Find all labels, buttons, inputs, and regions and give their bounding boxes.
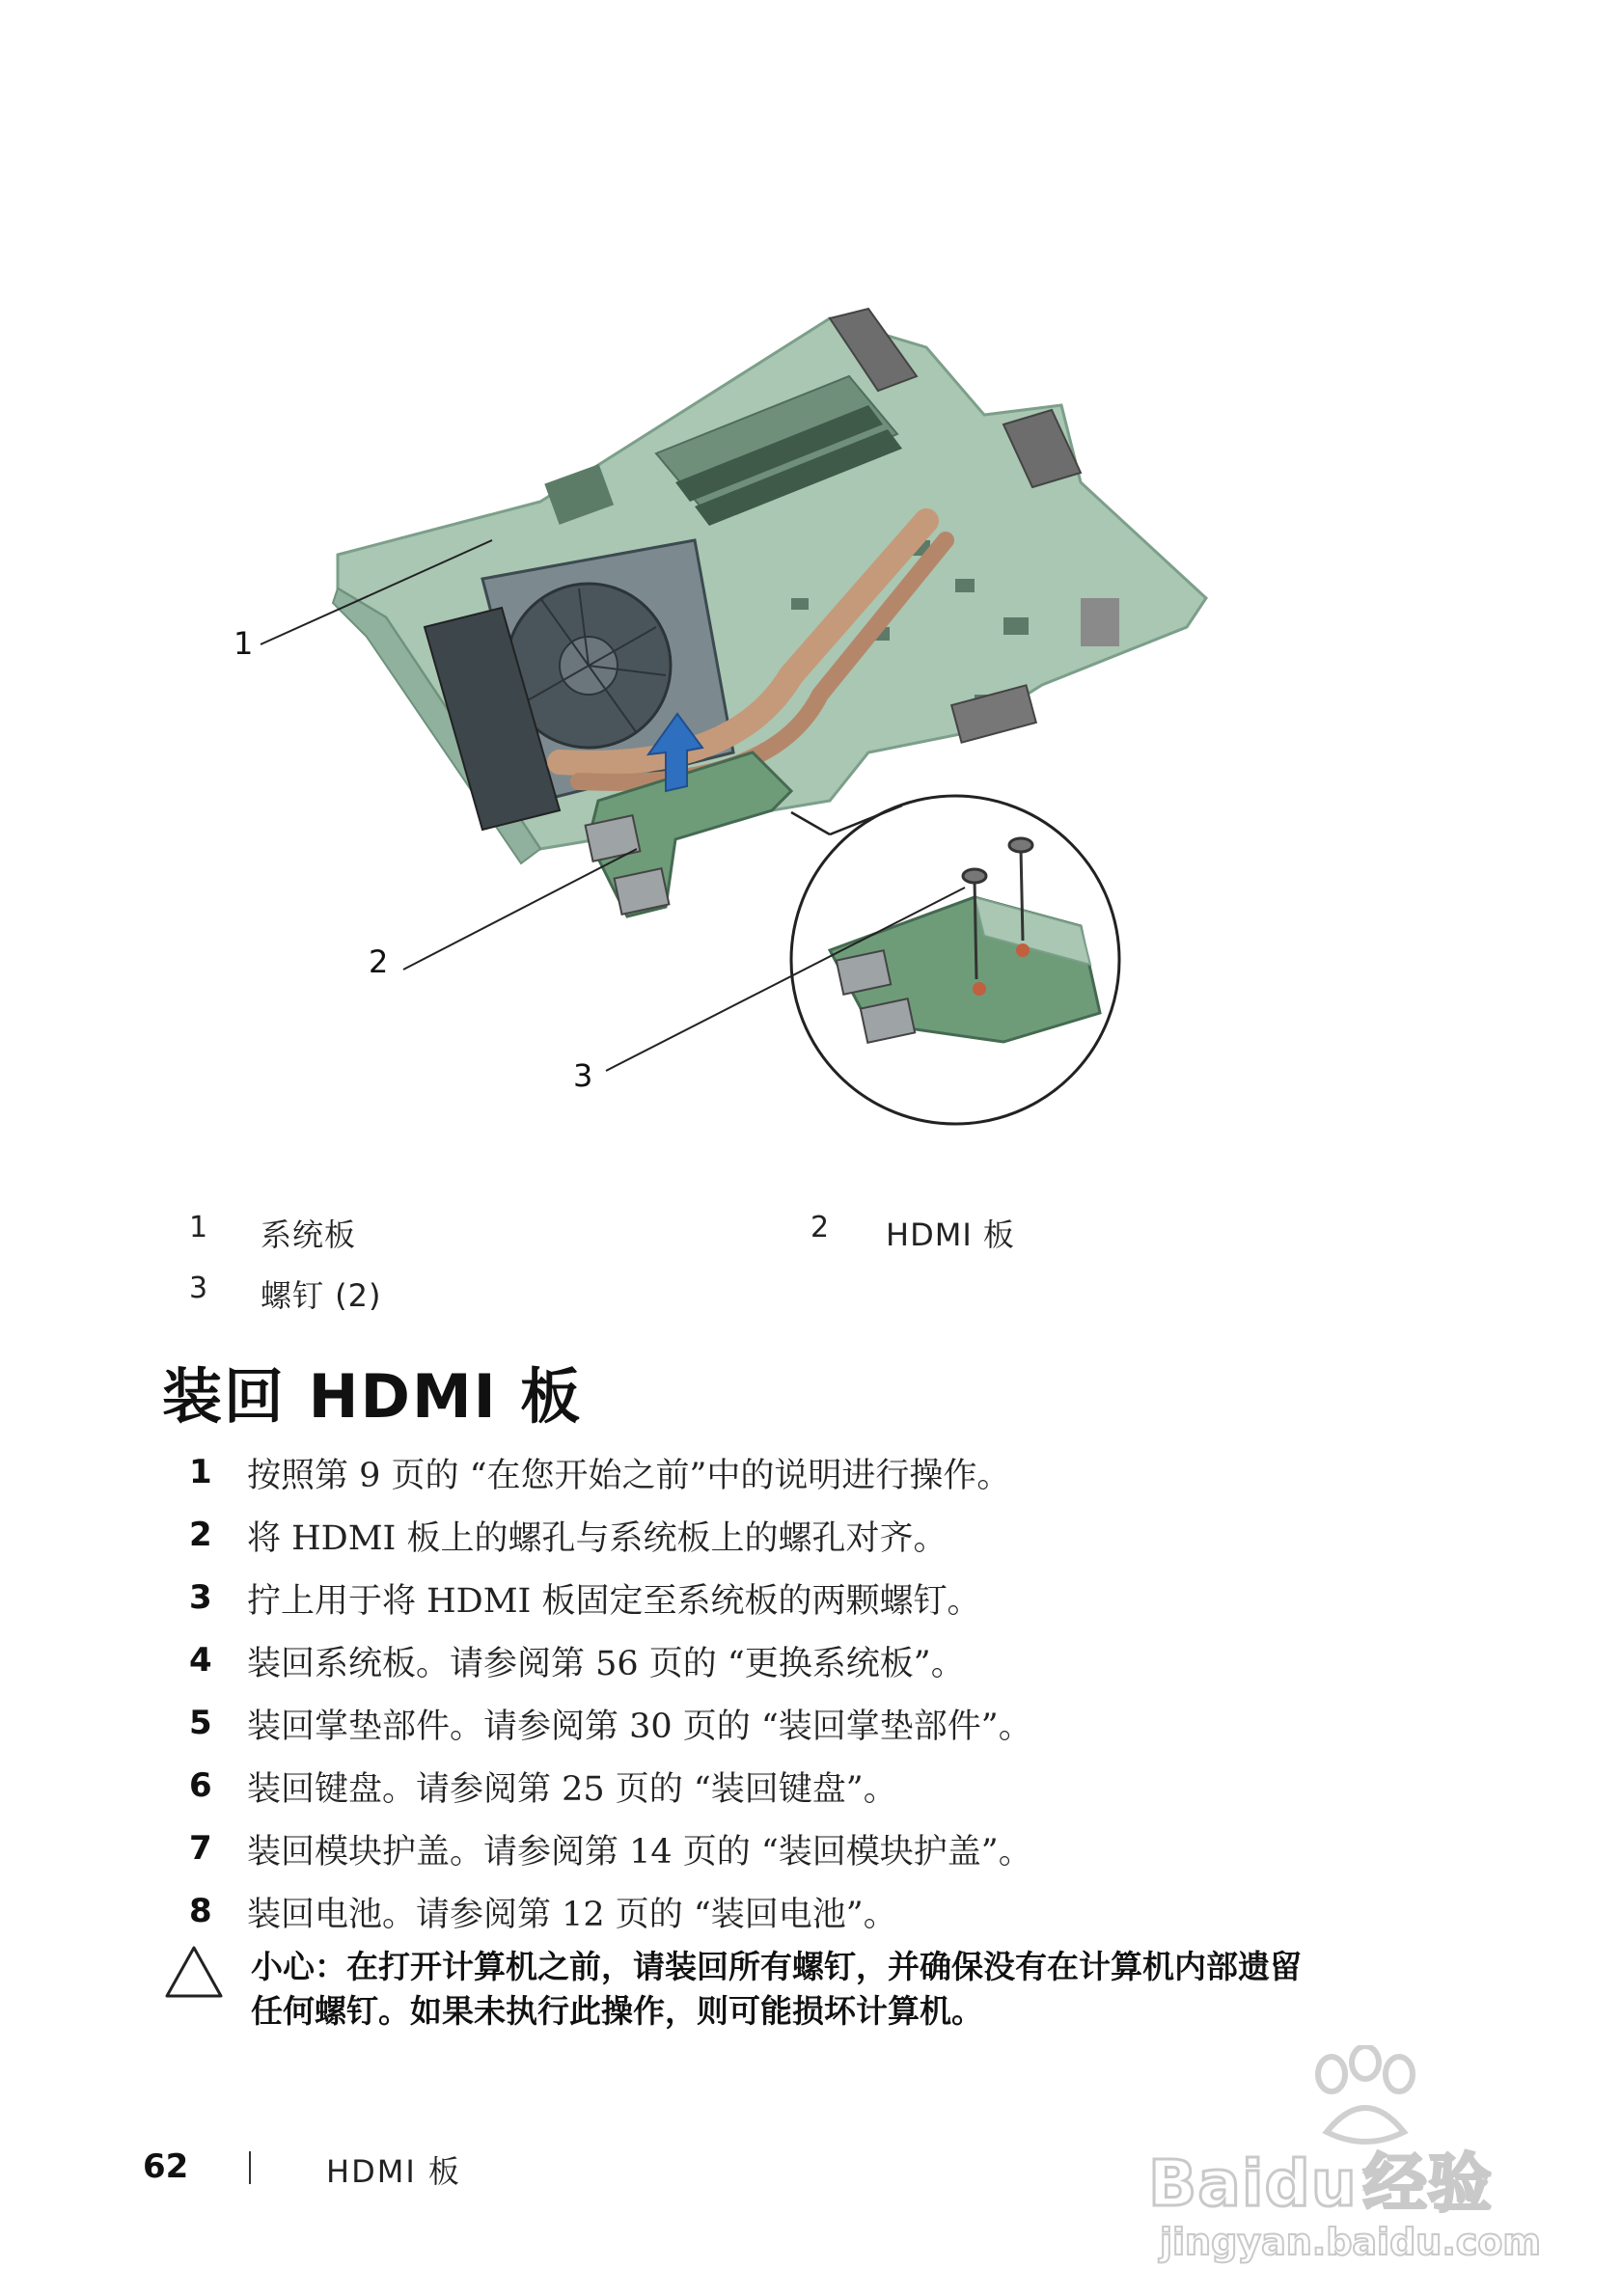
page-number: 62: [143, 2147, 189, 2186]
caution-note: [162, 1943, 1416, 2059]
watermark-brand-du: du: [1264, 2146, 1358, 2221]
watermark-brand: Bai: [1148, 2146, 1265, 2221]
legend-num-2: 2: [810, 1211, 830, 1244]
step-text: 装回电池。请参阅第 12 页的 “装回电池”。: [247, 1896, 897, 1934]
step-text: 装回掌垫部件。请参阅第 30 页的 “装回掌垫部件”。: [247, 1708, 1032, 1746]
legend-label-2: HDMI 板: [886, 1216, 1015, 1253]
step-number: 4: [189, 1641, 212, 1680]
legend-num-1: 1: [189, 1211, 208, 1244]
motherboard-illustration: [0, 0, 1621, 1138]
step-number: 1: [189, 1453, 212, 1491]
footer-title: HDMI 板: [326, 2153, 461, 2190]
baidu-jingyan-watermark: [1148, 2045, 1573, 2277]
section-title: 装回 HDMI 板: [162, 1361, 583, 1432]
step-number: 8: [189, 1892, 212, 1930]
caution-triangle-icon: [164, 1945, 224, 1999]
step-text: 装回键盘。请参阅第 25 页的 “装回键盘”。: [247, 1770, 897, 1809]
callout-3: 3: [573, 1057, 593, 1094]
footer-separator: [249, 2151, 251, 2184]
step-text: 装回模块护盖。请参阅第 14 页的 “装回模块护盖”。: [247, 1833, 1032, 1872]
illustration-figure: [0, 0, 1621, 1138]
step-number: 5: [189, 1704, 212, 1742]
caution-line-1: 小心：在打开计算机之前，请装回所有螺钉，并确保没有在计算机内部遗留: [251, 1948, 1302, 1985]
step-number: 6: [189, 1766, 212, 1805]
step-number: 7: [189, 1829, 212, 1868]
watermark-url: jingyan.baidu.com: [1160, 2221, 1541, 2263]
step-text: 拧上用于将 HDMI 板固定至系统板的两颗螺钉。: [247, 1582, 981, 1621]
callout-1: 1: [234, 625, 254, 662]
step-text: 装回系统板。请参阅第 56 页的 “更换系统板”。: [247, 1645, 965, 1683]
watermark-service: 经验: [1362, 2146, 1493, 2221]
caution-line-2: 任何螺钉。如果未执行此操作，则可能损坏计算机。: [251, 1992, 983, 2030]
step-number: 3: [189, 1578, 212, 1617]
step-text: 将 HDMI 板上的螺孔与系统板上的螺孔对齐。: [247, 1519, 948, 1558]
callout-2: 2: [369, 943, 389, 980]
legend-label-3: 螺钉 (2): [261, 1277, 382, 1314]
step-number: 2: [189, 1516, 212, 1554]
legend-num-3: 3: [189, 1271, 208, 1305]
step-text: 按照第 9 页的 “在您开始之前”中的说明进行操作。: [247, 1457, 1011, 1495]
legend-label-1: 系统板: [261, 1216, 357, 1253]
